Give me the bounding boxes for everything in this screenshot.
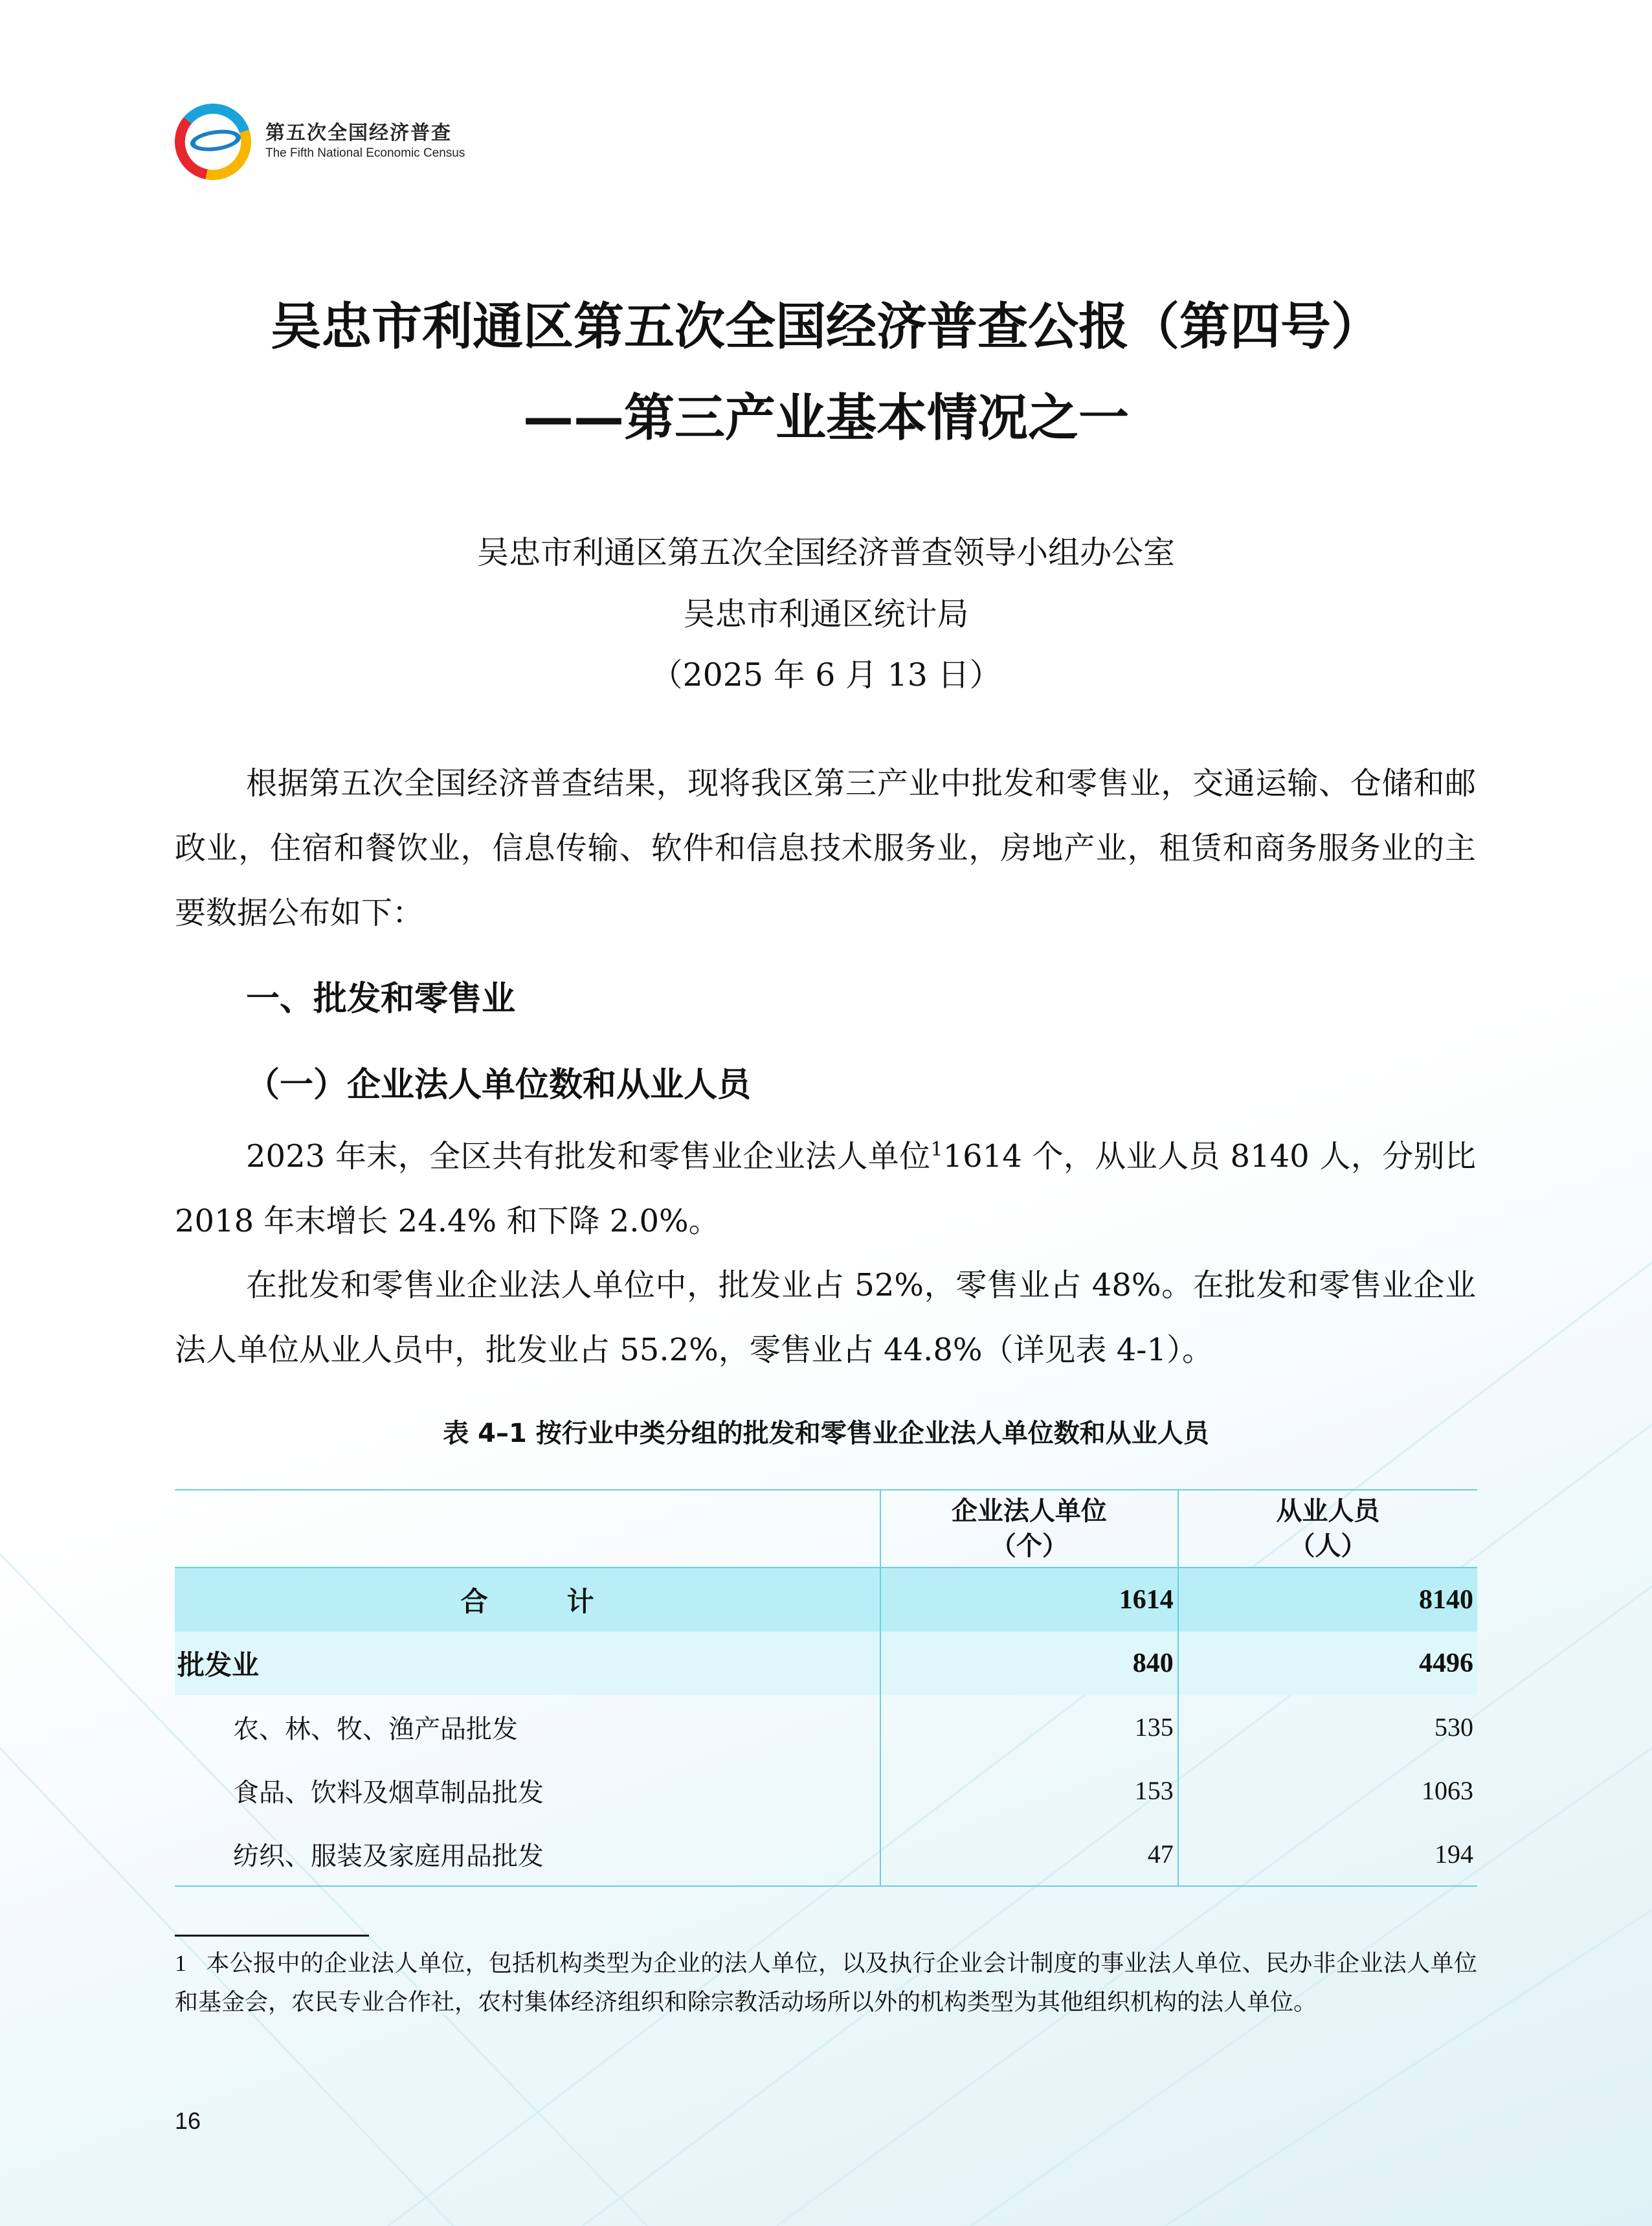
row-label: 农、林、牧、渔产品批发	[233, 1714, 518, 1744]
units-cell: 47	[880, 1822, 1178, 1886]
units-cell: 1614	[880, 1568, 1178, 1632]
logo-english-name: The Fifth National Economic Census	[265, 146, 465, 160]
employees-cell: 1063	[1178, 1759, 1477, 1822]
page-title: 吴忠市利通区第五次全国经济普查公报（第四号）	[270, 298, 1381, 356]
footnote-number: 1	[175, 1950, 186, 1976]
row-label: 食品、饮料及烟草制品批发	[233, 1777, 544, 1808]
row-label: 纺织、服装及家庭用品批发	[175, 1822, 880, 1886]
data-table	[175, 1489, 1477, 1887]
table-row	[175, 1568, 1477, 1632]
issuer-bureau: 吴忠市利通区统计局	[683, 596, 969, 633]
section-heading: 一、批发和零售业	[246, 980, 516, 1018]
table-row	[175, 1632, 1477, 1695]
units-text-end: 1614 个，从业人员 8140 人，分别比 2018 年末增长 24.4% 和下降 2.0%。	[175, 1138, 1476, 1239]
header-employees-label: 从业人员	[1276, 1496, 1380, 1526]
page-number: 16	[175, 2108, 201, 2134]
share-paragraph: 在批发和零售业企业法人单位中，批发业占 52%，零售业占 48%。在批发和零售业企业法人单位从业人员中，批发业占 55.2%，零售业占 44.8%（详见表 4-1）。	[175, 1267, 1476, 1368]
census-logo	[175, 97, 641, 188]
footnote-divider	[175, 1935, 369, 1937]
row-label: 合 计	[175, 1568, 880, 1632]
issuer-office: 吴忠市利通区第五次全国经济普查领导小组办公室	[476, 534, 1175, 571]
units-text-start: 2023 年末，全区共有批发和零售业企业法人单位	[246, 1138, 931, 1175]
header-units	[880, 1490, 1178, 1568]
footnote-reference: 1	[930, 1138, 943, 1161]
header-units-unit: （个）	[990, 1531, 1068, 1561]
employees-cell: 8140	[1178, 1568, 1477, 1632]
table-header-row	[175, 1490, 1477, 1568]
table-row	[175, 1759, 1477, 1822]
table-caption: 表 4–1 按行业中类分组的批发和零售业企业法人单位数和从业人员	[443, 1419, 1209, 1448]
intro-paragraph: 根据第五次全国经济普查结果，现将我区第三产业中批发和零售业，交通运输、仓储和邮政业，住宿和餐饮业，信息传输、软件和信息技术服务业，房地产业，租赁和商务服务业的主要数据公布如下：	[175, 765, 1476, 931]
units-cell: 135	[880, 1695, 1178, 1759]
row-label: 批发业	[175, 1632, 880, 1695]
employees-cell: 4496	[1178, 1632, 1477, 1695]
subsection-heading: （一）企业法人单位数和从业人员	[246, 1066, 752, 1105]
header-employees	[1178, 1490, 1477, 1568]
units-paragraph	[175, 1124, 1476, 1254]
employees-cell: 194	[1178, 1822, 1477, 1886]
table-row	[175, 1695, 1477, 1759]
units-cell: 153	[880, 1759, 1178, 1822]
logo-chinese-name: 第五次全国经济普查	[265, 122, 452, 144]
issue-date: （2025 年 6 月 13 日）	[651, 657, 1001, 693]
table-row	[175, 1822, 1477, 1886]
employees-cell: 530	[1178, 1695, 1477, 1759]
units-cell: 840	[880, 1632, 1178, 1695]
header-blank-cell	[175, 1490, 880, 1568]
header-units-label: 企业法人单位	[951, 1496, 1107, 1526]
header-employees-unit: （人）	[1289, 1531, 1367, 1561]
page-subtitle: ——第三产业基本情况之一	[522, 389, 1129, 447]
footnote-text: 本公报中的企业法人单位，包括机构类型为企业的法人单位，以及执行企业会计制度的事业法人单位、民办非企业法人单位和基金会，农民专业合作社，农村集体经济组织和除宗教活动场所以外的机构类型为其他组织机构的法人单位。	[175, 1950, 1477, 2016]
footnote	[175, 1944, 1477, 2022]
census-emblem-icon	[175, 104, 251, 180]
